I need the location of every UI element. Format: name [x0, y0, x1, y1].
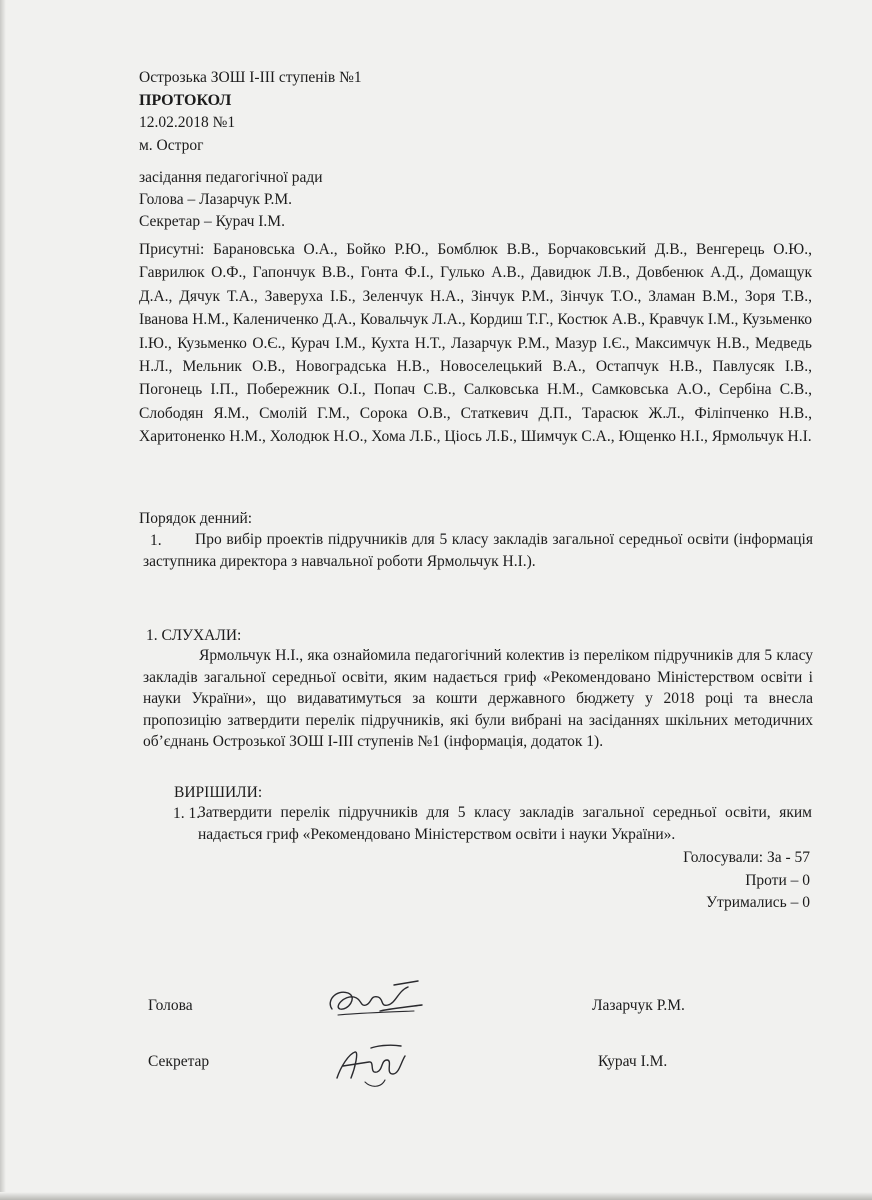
meeting-title: засідання педагогічної ради — [139, 169, 323, 186]
date-and-number: 12.02.2018 №1 — [139, 114, 236, 131]
meeting-secretary: Секретар – Курач І.М. — [139, 213, 285, 230]
heard-text: Ярмольчук Н.І., яка ознайомила педагогічний колектив із переліком підручників для 5 класу закладів загальної середньої освіти, яким надається гриф «Рекомендовано Міністерством освіти і науки України», що видаватимуться за кошти державного бюджету у 2018 році та внесла пропозицію затвердити перелік підручників, які були вибрані на засіданнях шкільних методичних об’єднань Острозької ЗОШ І-ІІІ ступенів №1 (інформація, додаток 1). — [143, 647, 813, 751]
page-edge-shadow — [0, 0, 6, 1200]
chair-name: Лазарчук Р.М. — [592, 997, 685, 1014]
vote-abstained: Утримались – 0 — [706, 894, 810, 911]
vote-against: Проти – 0 — [745, 872, 810, 889]
chair-signature — [318, 975, 428, 1025]
attendees-list: Присутні: Барановська О.А., Бойко Р.Ю., Бомблюк В.В., Борчаковський Д.В., Венгерець О.Ю., Гаврилюк О.Ф., Гапончук В.В., Гонта Ф.І., Гулько А.В., Давидюк Л.В., Довбенюк А.Д., Домащук Д.А., Дячук Т.А., Заверуха І.Б., Зеленчук Н.А., Зінчук Р.М., Зінчук Т.О., Зламан В.М., Зоря Т.В., Іванова Н.М., Калениченко Д.А., Ковальчук Л.А., Кордиш Т.Г., Костюк А.В., Кравчук І.М., Кузьменко І.Ю., Кузьменко О.Є., Курач І.М., Кухта Н.Т., Лазарчук Р.М., Мазур І.Є., Максимчук Н.В., Медведь Н.Л., Мельник О.В., Новоградська Н.В., Новоселецький В.А., Остапчук Н.В., Павлусяк І.В., Погонець І.П., Побережник О.І., Попач С.В., Салковська Н.М., Самковська А.О., Сербіна С.В., Слободян Я.М., Смолій Г.М., Сорока О.В., Статкевич Д.П., Тарасюк Ж.Л., Філіпченко Н.В., Харитоненко Н.М., Холодюк Н.О., Хома Л.Б., Ціось Л.Б., Шимчук С.А., Ющенко Н.І., Ярмольчук Н.І. — [139, 241, 812, 446]
decided-item-number: 1. 1. — [173, 805, 201, 822]
document-type: ПРОТОКОЛ — [139, 92, 232, 109]
decided-heading: ВИРІШИЛИ: — [174, 784, 263, 801]
page-bottom-edge — [0, 1192, 872, 1200]
agenda-item-number: 1. — [150, 532, 162, 549]
chair-label: Голова — [148, 997, 193, 1014]
agenda-item-text: Про вибір проектів підручників для 5 класу закладів загальної середньої освіти (інформація заступника директора з навчальної роботи Ярмольчук Н.І.). — [143, 531, 813, 570]
meeting-chair: Голова – Лазарчук Р.М. — [139, 191, 293, 208]
city: м. Острог — [139, 137, 204, 154]
heard-heading: 1. СЛУХАЛИ: — [146, 627, 242, 644]
secretary-signature — [325, 1038, 415, 1094]
school-name: Острозька ЗОШ І-ІІІ ступенів №1 — [139, 69, 362, 86]
secretary-name: Курач І.М. — [598, 1053, 668, 1070]
decided-item-text: Затвердити перелік підручників для 5 класу закладів загальної середньої освіти, яким надається гриф «Рекомендовано Міністерством освіти і науки України». — [198, 804, 812, 843]
agenda-heading: Порядок денний: — [139, 510, 253, 527]
vote-for: Голосували: За - 57 — [683, 849, 810, 866]
secretary-label: Секретар — [148, 1053, 210, 1070]
